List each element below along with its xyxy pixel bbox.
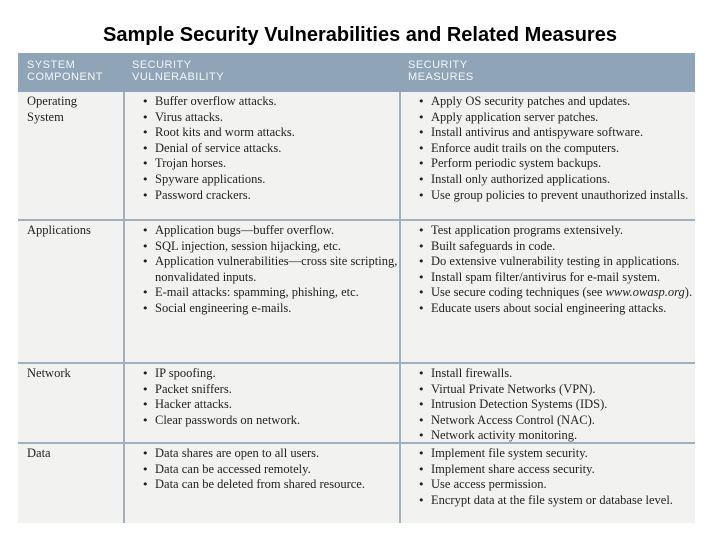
header-line: SYSTEM [27,59,76,71]
list-item: • Clear passwords on network. [133,413,399,429]
component-label: System [27,109,64,124]
list-item: • Social engineering e-mails. [133,301,399,317]
list-item: • Install antivirus and antispyware software. [409,125,695,141]
vulnerability-table [18,53,695,523]
list-item-suffix: ). [684,285,693,300]
measures-list [409,366,695,442]
list-item: • Network Access Control (NAC). [409,413,695,429]
list-item: • Packet sniffers. [133,382,399,398]
list-item: • Virtual Private Networks (VPN). [409,382,695,398]
list-item: • SQL injection, session hijacking, etc. [133,239,399,255]
list-item: • Educate users about social engineering attacks. [409,301,695,317]
list-item: • Do extensive vulnerability testing in applications. [409,254,695,270]
list-item: • Encrypt data at the file system or database level. [409,493,695,509]
component-label: Data [27,446,51,460]
list-item: • Data can be accessed remotely. [133,462,399,478]
header-security-vulnerability [123,55,399,92]
list-item: • Data shares are open to all users. [133,446,399,462]
owasp-link[interactable]: www.owasp.org [605,285,685,300]
list-item-text: Use secure coding techniques (see [431,285,603,300]
list-item: • Application bugs—buffer overflow. [133,223,399,239]
measures-cell [399,362,695,442]
list-item: • Buffer overflow attacks. [133,94,399,110]
list-item: • Password crackers. [133,188,399,204]
header-line: COMPONENT [27,71,103,83]
vulnerability-cell [123,442,399,523]
list-item: • Use group policies to prevent unauthorized installs. [409,188,695,204]
list-item: • Application vulnerabilities—cross site scripting, nonvalidated inputs. [133,254,399,285]
header-line: SECURITY [132,59,192,71]
measures-cell [399,92,695,219]
list-item: • Implement file system security. [409,446,695,462]
header-line: SECURITY [408,59,468,71]
list-item: • Apply application server patches. [409,110,695,126]
header-system-component [18,55,123,92]
vulnerability-list [133,94,399,203]
component-cell-applications [18,219,123,362]
component-label: Network [27,366,71,380]
list-item: • Test application programs extensively. [409,223,695,239]
list-item: • Data can be deleted from shared resource. [133,477,399,493]
component-cell-operating-system [18,92,123,219]
vulnerability-list [133,223,399,317]
list-item: • Enforce audit trails on the computers. [409,141,695,157]
list-item: • Install firewalls. [409,366,695,382]
component-cell-data [18,442,123,523]
measures-cell [399,442,695,523]
measures-list [409,94,695,203]
measures-list [409,446,695,508]
list-item: • Root kits and worm attacks. [133,125,399,141]
measures-cell [399,219,695,362]
list-item: • Denial of service attacks. [133,141,399,157]
vulnerability-cell [123,92,399,219]
list-item: • Trojan horses. [133,156,399,172]
vulnerability-cell [123,362,399,442]
component-cell-network [18,362,123,442]
header-security-measures [399,55,695,92]
list-item: • Apply OS security patches and updates. [409,94,695,110]
list-item: • Virus attacks. [133,110,399,126]
header-line: VULNERABILITY [132,71,225,83]
list-item-with-link [409,285,695,301]
list-item: • Implement share access security. [409,462,695,478]
page-title: Sample Security Vulnerabilities and Related Measures [103,24,617,46]
list-item: • Perform periodic system backups. [409,156,695,172]
list-item: • Network activity monitoring. [409,428,695,442]
vulnerability-list [133,446,399,493]
list-item: • Spyware applications. [133,172,399,188]
header-line: MEASURES [408,71,474,83]
list-item: • Hacker attacks. [133,397,399,413]
measures-list [409,223,695,317]
vulnerability-list [133,366,399,428]
list-item: • Install only authorized applications. [409,172,695,188]
list-item: • Built safeguards in code. [409,239,695,255]
vulnerability-cell [123,219,399,362]
list-item: • IP spoofing. [133,366,399,382]
list-item: • Install spam filter/antivirus for e-mail system. [409,270,695,286]
component-label: Operating [27,94,77,108]
list-item: • Intrusion Detection Systems (IDS). [409,397,695,413]
list-item: • E-mail attacks: spamming, phishing, etc. [133,285,399,301]
list-item: • Use access permission. [409,477,695,493]
component-label: Applications [27,223,91,237]
